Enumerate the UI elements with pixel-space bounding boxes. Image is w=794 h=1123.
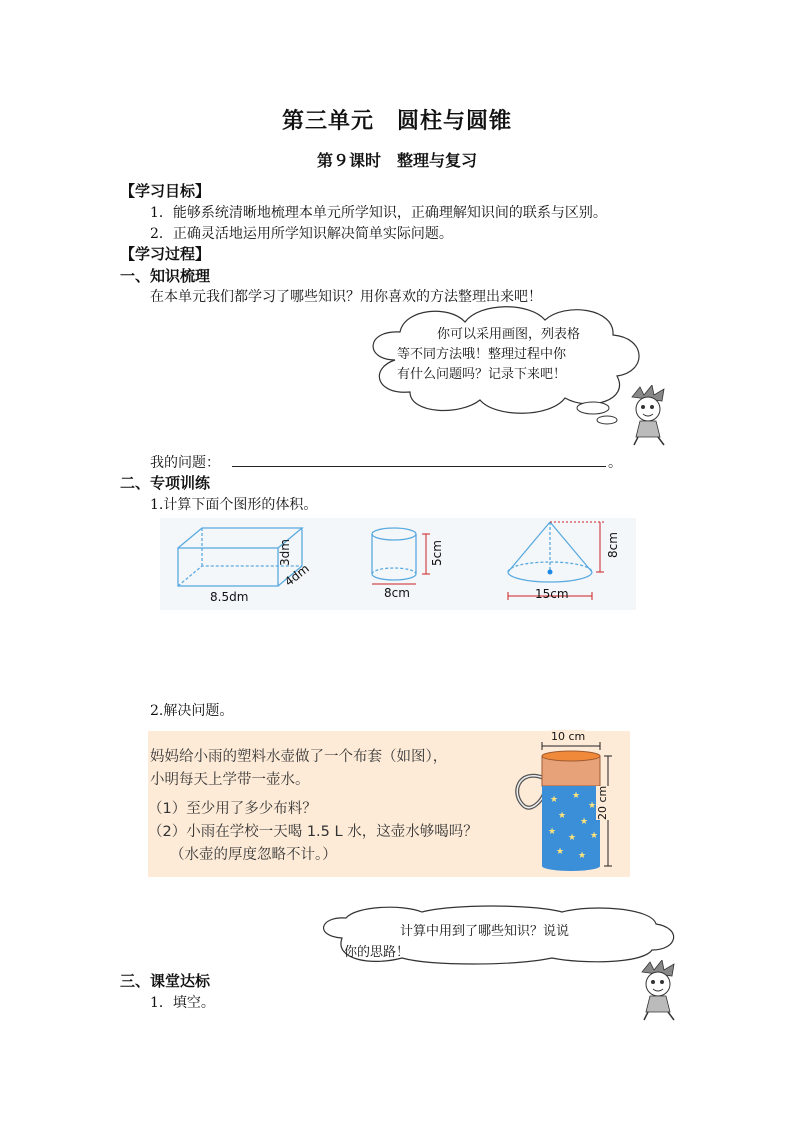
- svg-text:★: ★: [578, 851, 587, 861]
- section3-heading: 三、课堂达标: [120, 972, 211, 990]
- section1-heading: 一、知识梳理: [120, 267, 211, 285]
- bottle-diameter-label: 10 cm: [551, 730, 586, 743]
- goal-item-2: 2．正确灵活地运用所学知识解决简单实际问题。: [150, 226, 453, 242]
- cloud-line-2: 等不同方法哦！整理过程中你: [397, 347, 567, 362]
- question-answer-line[interactable]: [232, 466, 606, 467]
- svg-text:★: ★: [558, 811, 567, 821]
- cloud2-line-2: 你的思路！: [344, 945, 410, 960]
- question-2: 2.解决问题。: [150, 703, 234, 719]
- lesson-title: 第９课时 整理与复习: [316, 151, 477, 170]
- unit-title: 第三单元 圆柱与圆锥: [281, 109, 512, 134]
- section1-prompt: 在本单元我们都学习了哪些知识？用你喜欢的方法整理出来吧！: [150, 289, 542, 305]
- cloud2-line-1: 计算中用到了哪些知识？说说: [400, 924, 570, 939]
- problem-line-1: 妈妈给小雨的塑料水壶做了一个布套（如图），: [150, 749, 448, 765]
- cuboid-width-label: 4dm: [282, 561, 312, 590]
- svg-text:★: ★: [572, 791, 581, 801]
- cuboid-height-label: 3dm: [278, 539, 292, 566]
- problem-line-2: 小明每天上学带一壶水。: [150, 772, 310, 788]
- question-end: 。: [608, 455, 622, 471]
- question-label: 我的问题：: [150, 455, 220, 471]
- cuboid-length-label: 8.5dm: [210, 590, 249, 604]
- svg-text:★: ★: [580, 817, 589, 827]
- cartoon-mascot-icon: [622, 385, 674, 447]
- svg-text:★: ★: [568, 833, 577, 843]
- bottle-height-label: 20 cm: [596, 785, 609, 820]
- cloud-line-3: 有什么问题吗？记录下来吧！: [397, 367, 567, 382]
- cone-diameter-label: 15cm: [535, 587, 569, 601]
- goals-heading: 【学习目标】: [120, 182, 211, 200]
- process-heading: 【学习过程】: [120, 245, 211, 263]
- problem-line-5: （水壶的厚度忽略不计。）: [170, 847, 337, 863]
- svg-text:★: ★: [590, 831, 599, 841]
- cylinder-height-label: 5cm: [430, 540, 444, 566]
- section2-heading: 二、专项训练: [120, 474, 211, 492]
- cylinder-diameter-label: 8cm: [384, 586, 410, 600]
- svg-text:★: ★: [548, 827, 557, 837]
- cartoon-mascot-icon-2: [632, 960, 684, 1022]
- svg-text:★: ★: [550, 795, 559, 805]
- question-1: 1.计算下面个图形的体积。: [150, 497, 318, 513]
- svg-text:★: ★: [556, 847, 565, 857]
- cloud-line-1: 你可以采用画图，列表格: [437, 327, 581, 342]
- problem-line-4: （2）小雨在学校一天喝 1.5 L 水，这壶水够喝吗？: [148, 824, 478, 840]
- section3-item-1: 1．填空。: [150, 995, 215, 1011]
- problem-line-3: （1）至少用了多少布料？: [148, 801, 317, 817]
- svg-text:★: ★: [588, 801, 597, 811]
- cone-height-label: 8cm: [606, 532, 620, 558]
- goal-item-1: 1．能够系统清晰地梳理本单元所学知识，正确理解知识间的联系与区别。: [150, 205, 607, 221]
